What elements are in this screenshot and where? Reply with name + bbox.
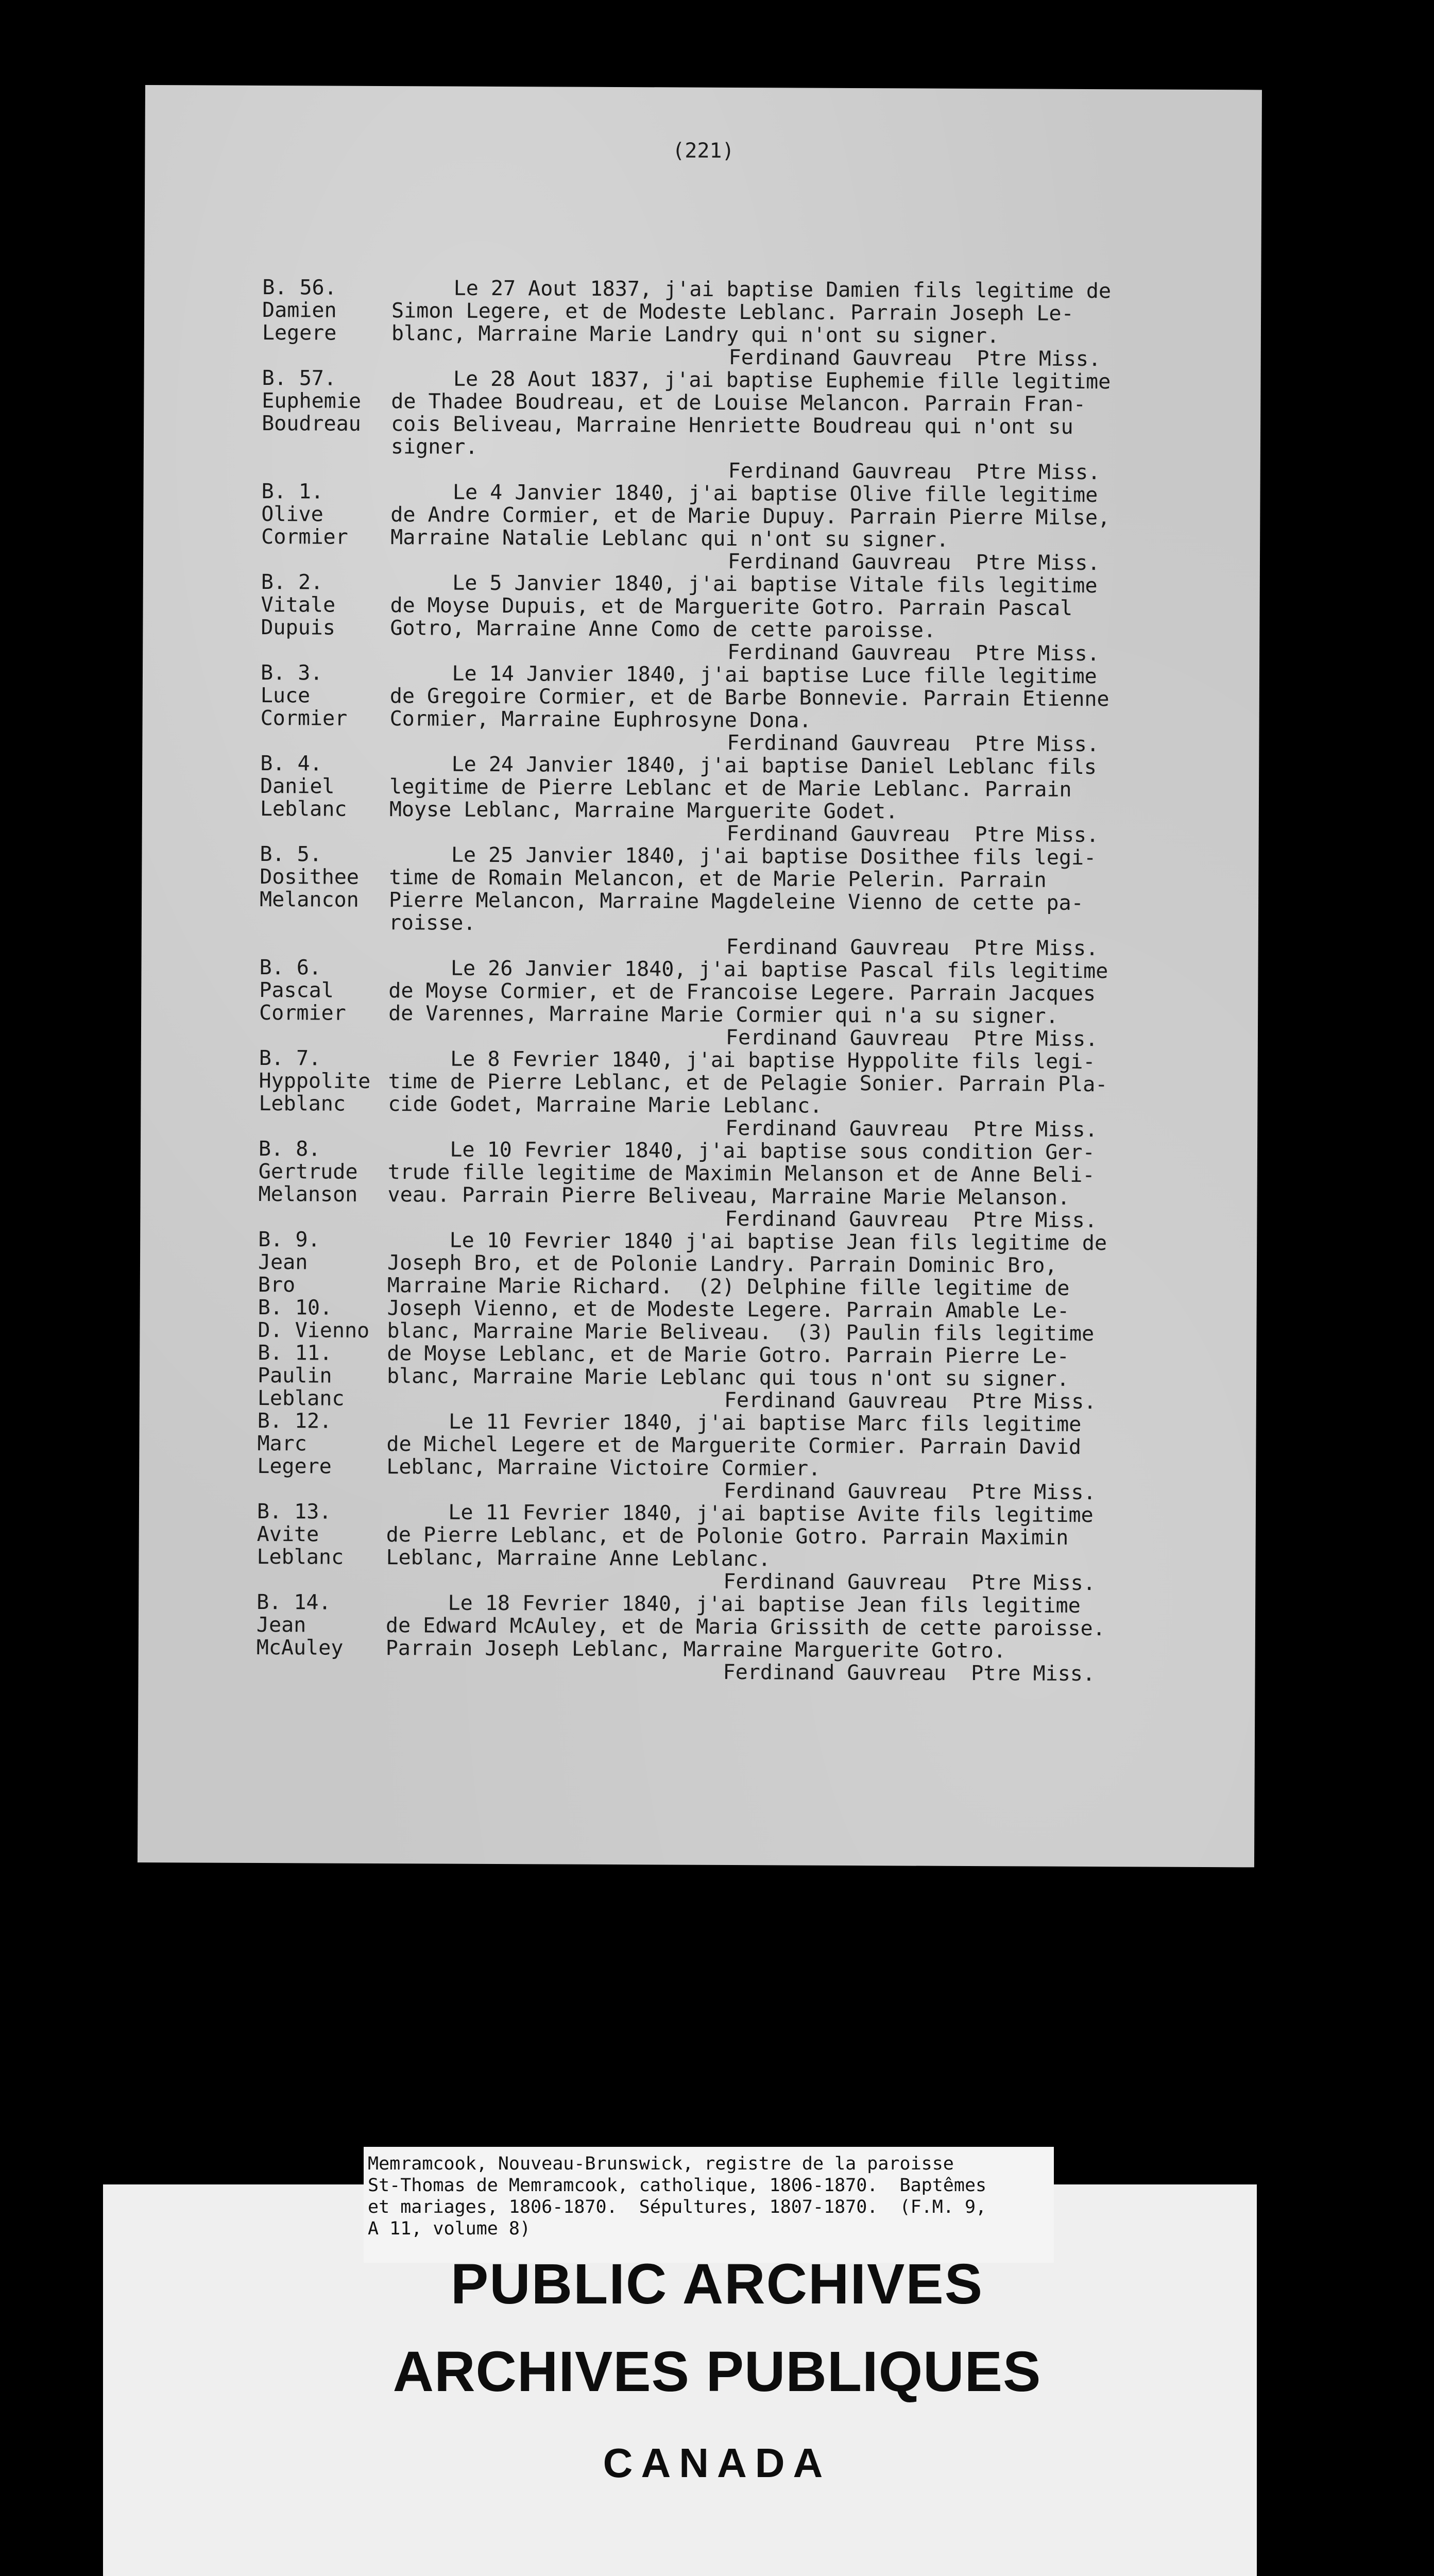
entry-margin-label [261,480,401,549]
archives-title-english: PUBLIC ARCHIVES [450,2252,984,2316]
entry-text [388,957,1244,1051]
priest-signature-line: Ferdinand Gauvreau Ptre Miss. [728,459,1101,485]
entry-text-line: cois Beliveau, Marraine Henriette Boudreau qui n'ont su [391,412,1073,439]
priest-signature-line: Ferdinand Gauvreau Ptre Miss. [725,1116,1098,1142]
margin-label-line: D. Vienno [258,1318,370,1343]
margin-label-line: B. 3. [260,660,323,685]
entry-text-line: de Moyse Leblanc, et de Marie Gotro. Parrain Pierre Le- [387,1342,1069,1368]
entry-text [385,1591,1241,1686]
entry-text-line: blanc, Marraine Marie Leblanc qui tous n'ont su signer. [386,1364,1069,1391]
entry-text-line: Le 5 Janvier 1840, j'ai baptise Vitale fils legitime [390,571,1098,598]
priest-signature-line: Ferdinand Gauvreau Ptre Miss. [727,731,1100,757]
entry-text-line: de Moyse Dupuis, et de Marguerite Gotro. Parrain Pascal [390,594,1073,620]
margin-label-line: Avite [257,1522,319,1547]
entry-margin-label [261,571,400,639]
margin-label-line: Vitale [261,592,336,617]
margin-label-line: B. 5. [260,842,322,867]
archives-title-french: ARCHIVES PUBLIQUES [392,2340,1042,2403]
priest-signature-line: Ferdinand Gauvreau Ptre Miss. [723,1660,1096,1686]
entry-text-line: time de Romain Melancon, et de Marie Pelerin. Parrain [389,866,1047,892]
entry-text-line: Joseph Bro, et de Polonie Landry. Parrain Dominic Bro, [387,1251,1057,1278]
margin-label-line: Hyppolite [259,1069,371,1093]
entry-text-line: roisse. [388,911,476,935]
entry-text-line: Leblanc, Marraine Anne Leblanc. [386,1546,771,1571]
margin-label-line: Melancon [260,887,359,912]
margin-label-line: Euphemie [262,388,362,413]
margin-label-line: Dosithee [260,865,360,889]
entry-text-line: Le 27 Aout 1837, j'ai baptise Damien fils legitime de [391,276,1112,303]
entry-text [386,1410,1242,1504]
entry-text-line: Joseph Vienno, et de Modeste Legere. Parrain Amable Le- [387,1296,1070,1323]
priest-signature-line: Ferdinand Gauvreau Ptre Miss. [723,1569,1096,1596]
margin-label-line: Pascal [259,978,334,1003]
page-number: (221) [672,139,735,163]
margin-label-line: B. 56. [262,275,337,300]
entry-margin-label [262,276,402,345]
entry-margin-label [261,662,400,730]
margin-label-line: McAuley [256,1635,344,1660]
entry-text-line: de Michel Legere et de Marguerite Cormier. Parrain David [386,1432,1082,1459]
priest-signature-line: Ferdinand Gauvreau Ptre Miss. [725,1025,1098,1052]
margin-label-line: B. 4. [260,751,322,776]
entry-margin-label [260,752,400,821]
priest-signature-line: Ferdinand Gauvreau Ptre Miss. [726,935,1099,961]
entry-text-line: Moyse Leblanc, Marraine Marguerite Godet. [389,798,898,824]
priest-signature-line: Ferdinand Gauvreau Ptre Miss. [728,345,1101,371]
entry-text-line: Marraine Marie Richard. (2) Delphine fille legitime de [387,1274,1070,1300]
entry-text [389,843,1244,960]
entry-text-line: Le 10 Fevrier 1840, j'ai baptise sous condition Ger- [387,1138,1095,1165]
catalog-slip [364,2147,1054,2263]
entry-text [391,277,1247,371]
entry-margin-label [257,1591,396,1659]
entry-text-line: trude fille legitime de Maximin Melanson et de Anne Beli- [387,1160,1095,1188]
entry-text [386,1501,1241,1595]
entry-text-line: de Varennes, Marraine Marie Cormier qui n'a su signer. [388,1002,1059,1028]
margin-label-line: Boudreau [262,411,361,436]
margin-label-line: B. 11. [258,1341,332,1365]
entry-margin-label [257,1410,397,1478]
margin-label-line: B. 8. [258,1137,321,1161]
entry-text-line: Gotro, Marraine Anne Como de cette paroisse. [390,616,936,642]
margin-label-line: B. 14. [257,1590,331,1615]
register-page [138,85,1262,1867]
margin-label-line: Jean [256,1613,306,1637]
margin-label-line: Olive [261,502,323,527]
margin-label-line: B. 12. [257,1409,332,1433]
entry-text-line: Le 26 Janvier 1840, j'ai baptise Pascal fils legitime [388,956,1108,984]
margin-label-line: Jean [258,1250,308,1275]
entry-text-line: Simon Legere, et de Modeste Leblanc. Parrain Joseph Le- [391,299,1074,326]
entry-text-line: signer. [390,435,478,459]
priest-signature-line: Ferdinand Gauvreau Ptre Miss. [724,1479,1096,1505]
entry-text [389,662,1245,756]
entry-text-line: Le 25 Janvier 1840, j'ai baptise Dosithee fils legi- [389,843,1097,870]
priest-signature-line: Ferdinand Gauvreau Ptre Miss. [724,1388,1097,1414]
entry-text-line: Le 11 Fevrier 1840, j'ai baptise Avite fils legitime [386,1500,1094,1528]
entry-margin-label [258,1228,398,1410]
margin-label-line: B. 57. [262,366,337,391]
entry-text-line: veau. Parrain Pierre Beliveau, Marraine Marie Melanson. [387,1183,1070,1210]
entry-text [391,367,1247,484]
margin-label-line: Bro [258,1273,296,1297]
margin-label-line: Daniel [260,774,335,799]
catalog-slip-line: A 11, volume 8) [368,2218,531,2239]
margin-label-line: B. 6. [259,955,322,980]
entry-text-line: de Moyse Cormier, et de Francoise Legere. Parrain Jacques [388,979,1096,1006]
entry-margin-label [260,843,399,911]
margin-label-line: Gertrude [258,1159,358,1184]
entry-text-line: Le 28 Aout 1837, j'ai baptise Euphemie fille legitime [391,367,1111,394]
entry-text-line: de Gregoire Cormier, et de Barbe Bonnevie. Parrain Etienne [389,684,1109,711]
catalog-slip-line: et mariages, 1806-1870. Sépultures, 1807-1870. (F.M. 9, [368,2197,987,2217]
margin-label-line: Cormier [259,1001,346,1025]
margin-label-line: Luce [260,683,311,708]
entry-text [387,1138,1243,1232]
entry-text-line: de Thadee Boudreau, et de Louise Melancon. Parrain Fran- [391,389,1086,416]
margin-label-line: B. 7. [259,1046,321,1071]
catalog-slip-line: St-Thomas de Memramcook, catholique, 1806-1870. Baptêmes [368,2175,987,2196]
margin-label-line: Legere [257,1454,332,1479]
entry-text-line: blanc, Marraine Marie Beliveau. (3) Paulin fils legitime [387,1319,1095,1346]
archives-country: CANADA [603,2440,831,2486]
entry-text-line: Le 18 Fevrier 1840, j'ai baptise Jean fils legitime [386,1591,1081,1618]
entry-text-line: blanc, Marraine Marie Landry qui n'ont su signer. [391,321,1000,348]
margin-label-line: Dupuis [261,615,336,640]
entry-text-line: de Edward McAuley, et de Maria Grissith de cette paroisse. [385,1614,1105,1641]
entry-text-line: Leblanc, Marraine Victoire Cormier. [386,1455,821,1481]
catalog-slip-line: Memramcook, Nouveau-Brunswick, registre de la paroisse [368,2154,954,2174]
entry-text-line: Parrain Joseph Leblanc, Marraine Marguerite Gotro. [385,1636,1006,1663]
margin-label-line: Paulin [257,1363,332,1388]
margin-label-line: Leblanc [257,1545,344,1569]
priest-signature-line: Ferdinand Gauvreau Ptre Miss. [727,549,1100,575]
margin-label-line: Damien [262,298,337,323]
entry-text-line: Le 11 Fevrier 1840, j'ai baptise Marc fils legitime [386,1410,1082,1436]
entry-text [388,1047,1243,1142]
margin-label-line: Leblanc [260,796,347,821]
entry-text [390,571,1245,666]
entry-text-line: Cormier, Marraine Euphrosyne Dona. [389,707,812,733]
entry-text-line: Le 8 Fevrier 1840, j'ai baptise Hyppolite fils legi- [388,1047,1096,1074]
margin-label-line: Leblanc [259,1091,346,1116]
margin-label-line: Legere [262,320,337,345]
margin-label-line: B. 1. [261,479,324,504]
entry-margin-label [262,367,401,435]
entry-text-line: cide Godet, Marraine Marie Leblanc. [388,1092,823,1118]
entry-margin-label [259,1047,398,1115]
entry-margin-label [257,1500,396,1569]
entry-text-line: de Andre Cormier, et de Marie Dupuy. Parrain Pierre Milse, [390,503,1111,530]
entry-text-line: Le 10 Fevrier 1840 j'ai baptise Jean fils legitime de [387,1228,1107,1256]
entry-margin-label [259,956,399,1025]
entry-text-line: Pierre Melancon, Marraine Magdeleine Vienno de cette pa- [389,888,1084,915]
entry-margin-label [259,1138,398,1206]
margin-label-line: Cormier [260,706,348,731]
baptism-entry [144,275,1261,371]
entry-text [387,1229,1243,1414]
margin-label-line: B. 2. [261,570,323,595]
margin-label-line: Melanson [258,1182,358,1207]
priest-signature-line: Ferdinand Gauvreau Ptre Miss. [727,640,1100,666]
margin-label-line: B. 9. [258,1227,320,1252]
entry-text-line: de Pierre Leblanc, et de Polonie Gotro. Parrain Maximin [386,1523,1069,1550]
entry-text-line: Le 14 Janvier 1840, j'ai baptise Luce fille legitime [389,662,1097,689]
margin-label-line: Leblanc [257,1386,345,1411]
margin-label-line: B. 10. [258,1295,333,1320]
margin-label-line: Cormier [261,524,348,549]
margin-label-line: Marc [257,1431,307,1456]
entry-text-line: time de Pierre Leblanc, et de Pelagie Sonier. Parrain Pla- [388,1070,1108,1097]
priest-signature-line: Ferdinand Gauvreau Ptre Miss. [726,821,1099,848]
entry-text-line: legitime de Pierre Leblanc et de Marie Leblanc. Parrain [389,775,1072,802]
entry-text-line: Le 24 Janvier 1840, j'ai baptise Daniel Leblanc fils [389,752,1097,779]
entry-text [389,753,1245,847]
entry-text [390,481,1246,575]
entry-text-line: Marraine Natalie Leblanc qui n'ont su signer. [390,526,949,552]
entry-text-line: Le 4 Janvier 1840, j'ai baptise Olive fille legitime [390,480,1098,507]
priest-signature-line: Ferdinand Gauvreau Ptre Miss. [725,1207,1097,1233]
margin-label-line: B. 13. [257,1499,332,1524]
